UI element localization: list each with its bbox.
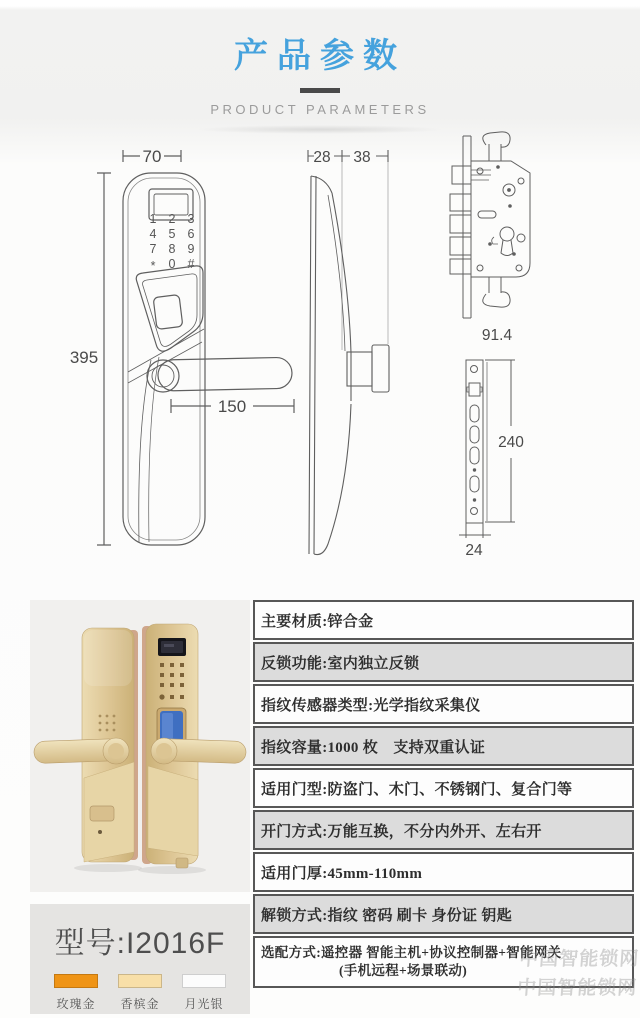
spec-row-thickness: 适用门厚:45mm-110mm [253, 852, 634, 892]
interior-handle [34, 738, 129, 764]
dim-side-back: 38 [353, 149, 371, 166]
spec-row-antilock: 反锁功能:室内独立反锁 [253, 642, 634, 682]
keypad [150, 212, 195, 273]
spec-row-capacity: 指纹容量:1000 枚 支持双重认证 [253, 726, 634, 766]
color-swatches [30, 962, 250, 1012]
front-handle [147, 357, 292, 392]
product-photo [30, 600, 250, 892]
page-subtitle: PRODUCT PARAMETERS [210, 102, 430, 117]
spec-row-open-way: 开门方式:万能互换，不分内外开、左右开 [253, 810, 634, 850]
swatch-rose-gold: 玫瑰金 [50, 974, 102, 1012]
keypad-digit: 8 [168, 242, 176, 256]
keypad-digit: 9 [187, 242, 195, 256]
latch-bolt [452, 166, 471, 184]
keypad-digit: 0 [168, 257, 176, 271]
spec-row-options: 选配方式:遥控器 智能主机+协议控制器+智能网关 (手机远程+场景联动) [253, 936, 634, 988]
thumbturn-knob [90, 806, 114, 821]
exterior-handle [151, 738, 246, 764]
dim-plate-height: 240 [498, 434, 524, 451]
lock-photo-illustration [30, 600, 250, 892]
spec-table [253, 600, 638, 990]
spec-row-sensor: 指纹传感器类型:光学指纹采集仪 [253, 684, 634, 724]
keypad-digit: 6 [187, 227, 195, 241]
dim-front-height: 395 [69, 348, 99, 367]
dim-handle-length: 150 [217, 397, 247, 416]
front-view-drawing [70, 147, 294, 545]
keyhole [492, 227, 525, 256]
dim-side-front: 28 [313, 149, 331, 166]
watermark: 中国智能锁网 中国智能锁网 [516, 949, 640, 999]
dim-front-width: 70 [142, 147, 162, 166]
swatch-moonlight-silver: 月光银 [178, 974, 230, 1012]
key-cylinder-cover [176, 858, 188, 868]
spec-row-unlock-ways: 解锁方式:指纹 密码 刷卡 身份证 钥匙 [253, 894, 634, 934]
keypad-key: # [187, 257, 195, 271]
lock-body-drawing [450, 132, 530, 344]
page-title: 产品参数 [234, 37, 406, 75]
spec-row-door-type: 适用门型:防盗门、木门、不锈钢门、复合门等 [253, 768, 634, 808]
keypad-digit: 3 [187, 212, 195, 226]
rose-gold-swatch [54, 974, 98, 988]
keypad-digit: 4 [149, 227, 157, 241]
side-knob [347, 345, 389, 392]
spec-row-material: 主要材质:锌合金 [253, 600, 634, 640]
bottom-hook-bolt [489, 277, 501, 293]
keypad-digit: 5 [168, 227, 176, 241]
keypad-key: * [150, 259, 156, 273]
title-divider [300, 88, 340, 93]
model-box [30, 904, 250, 1014]
top-hook-bolt [489, 144, 501, 161]
champagne-gold-swatch [118, 974, 162, 988]
swatch-champagne-gold: 香槟金 [114, 974, 166, 1012]
side-view-drawing [308, 149, 389, 555]
dim-plate-width: 24 [465, 542, 483, 559]
model-number: 型号:I2016F [54, 927, 226, 960]
moonlight-silver-swatch [182, 974, 226, 988]
faceplate-drawing [459, 360, 524, 559]
keypad-digit: 1 [149, 212, 157, 226]
deadbolt [450, 194, 471, 211]
fingerprint-window [136, 266, 203, 351]
keypad-digit: 7 [149, 242, 157, 256]
keypad-digit: 2 [168, 212, 176, 226]
technical-drawings [0, 114, 640, 586]
dim-body-width: 91.4 [481, 327, 513, 344]
